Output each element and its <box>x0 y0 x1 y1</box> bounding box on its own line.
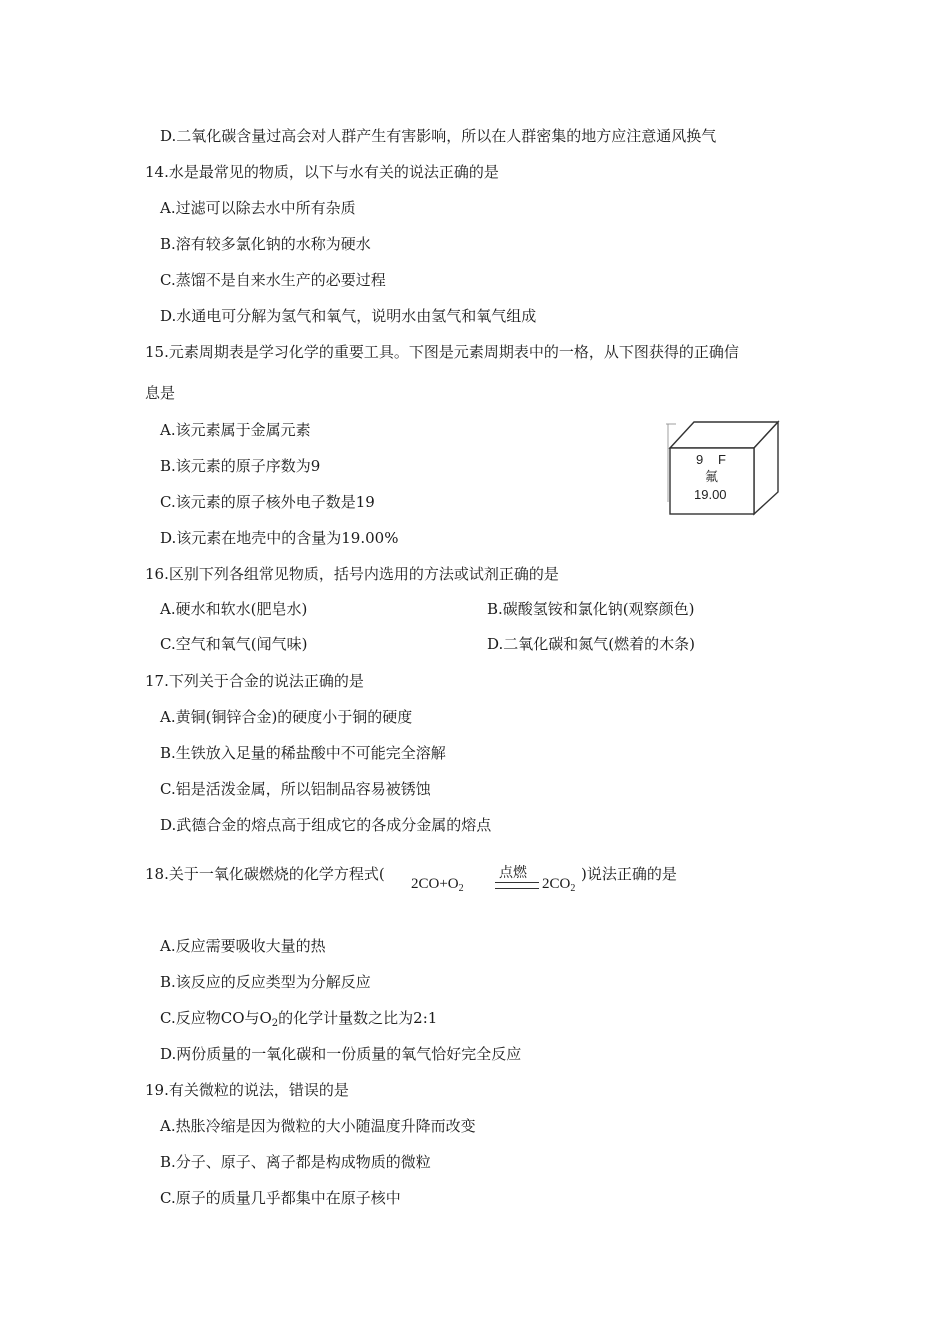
equation-co2-subscript: 2 <box>570 883 576 894</box>
q19-option-c: C.原子的质量几乎都集中在原子核中 <box>160 1189 401 1207</box>
q18-option-a: A.反应需要吸收大量的热 <box>160 937 326 955</box>
q19-option-b: B.分子、原子、离子都是构成物质的微粒 <box>160 1153 431 1171</box>
element-name: 氟 <box>705 470 719 485</box>
equation-o2-subscript: 2 <box>458 883 464 894</box>
question-16: 16.区别下列各组常见物质，括号内选用的方法或试剂正确的是 <box>145 565 559 583</box>
q16-option-d: D.二氧化碳和氮气(燃着的木条) <box>487 635 695 653</box>
question-18-prefix: 18.关于一氧化碳燃烧的化学方程式( <box>145 865 385 883</box>
q18-option-b: B.该反应的反应类型为分解反应 <box>160 973 371 991</box>
q17-option-c: C.铝是活泼金属，所以铝制品容易被锈蚀 <box>160 780 431 798</box>
q18c-o2-subscript: 2 <box>271 1018 279 1029</box>
periodic-table-cell-figure <box>666 418 786 518</box>
q15-option-d: D.该元素在地壳中的含量为19.00% <box>160 529 399 547</box>
question-15-line-2: 息是 <box>145 384 176 402</box>
q13-option-d: D.二氧化碳含量过高会对人群产生有害影响，所以在人群密集的地方应注意通风换气 <box>160 127 717 145</box>
q15-option-a: A.该元素属于金属元素 <box>160 421 311 439</box>
q17-option-b: B.生铁放入足量的稀盐酸中不可能完全溶解 <box>160 744 446 762</box>
question-19: 19.有关微粒的说法，错误的是 <box>145 1081 349 1099</box>
chemical-equation <box>411 860 581 904</box>
q14-option-b: B.溶有较多氯化钠的水称为硬水 <box>160 235 371 253</box>
q17-option-d: D.武德合金的熔点高于组成它的各成分金属的熔点 <box>160 816 492 834</box>
q15-option-b: B.该元素的原子序数为9 <box>160 457 321 475</box>
equation-product: 2CO <box>542 876 571 892</box>
q18c-text-post: 的化学计量数之比为2:1 <box>278 1009 438 1027</box>
q14-option-d: D.水通电可分解为氢气和氧气，说明水由氢气和氧气组成 <box>160 307 537 325</box>
q18c-text-pre: C.反应物CO与O <box>160 1009 272 1027</box>
q18-option-d: D.两份质量的一氧化碳和一份质量的氧气恰好完全反应 <box>160 1045 522 1063</box>
q14-option-a: A.过滤可以除去水中所有杂质 <box>160 199 356 217</box>
q19-option-a: A.热胀冷缩是因为微粒的大小随温度升降而改变 <box>160 1117 476 1135</box>
atomic-number: 9 <box>696 452 704 467</box>
equation-double-bar <box>495 882 539 889</box>
element-symbol: F <box>718 452 726 467</box>
q18-option-c <box>160 1008 437 1034</box>
atomic-mass: 19.00 <box>694 487 727 502</box>
q16-option-c: C.空气和氧气(闻气味) <box>160 635 308 653</box>
equation-reactants: 2CO+O <box>411 876 459 892</box>
question-18-suffix: )说法正确的是 <box>581 865 677 883</box>
q17-option-a: A.黄铜(铜锌合金)的硬度小于铜的硬度 <box>160 708 413 726</box>
q16-option-b: B.碳酸氢铵和氯化钠(观察颜色) <box>487 600 695 618</box>
question-17: 17.下列关于合金的说法正确的是 <box>145 672 364 690</box>
q15-option-c: C.该元素的原子核外电子数是19 <box>160 493 375 511</box>
equation-condition: 点燃 <box>499 866 527 881</box>
question-14: 14.水是最常见的物质，以下与水有关的说法正确的是 <box>145 163 499 181</box>
q14-option-c: C.蒸馏不是自来水生产的必要过程 <box>160 271 386 289</box>
question-15-line-1: 15.元素周期表是学习化学的重要工具。下图是元素周期表中的一格，从下图获得的正确信 <box>145 343 739 361</box>
q16-option-a: A.硬水和软水(肥皂水) <box>160 600 308 618</box>
